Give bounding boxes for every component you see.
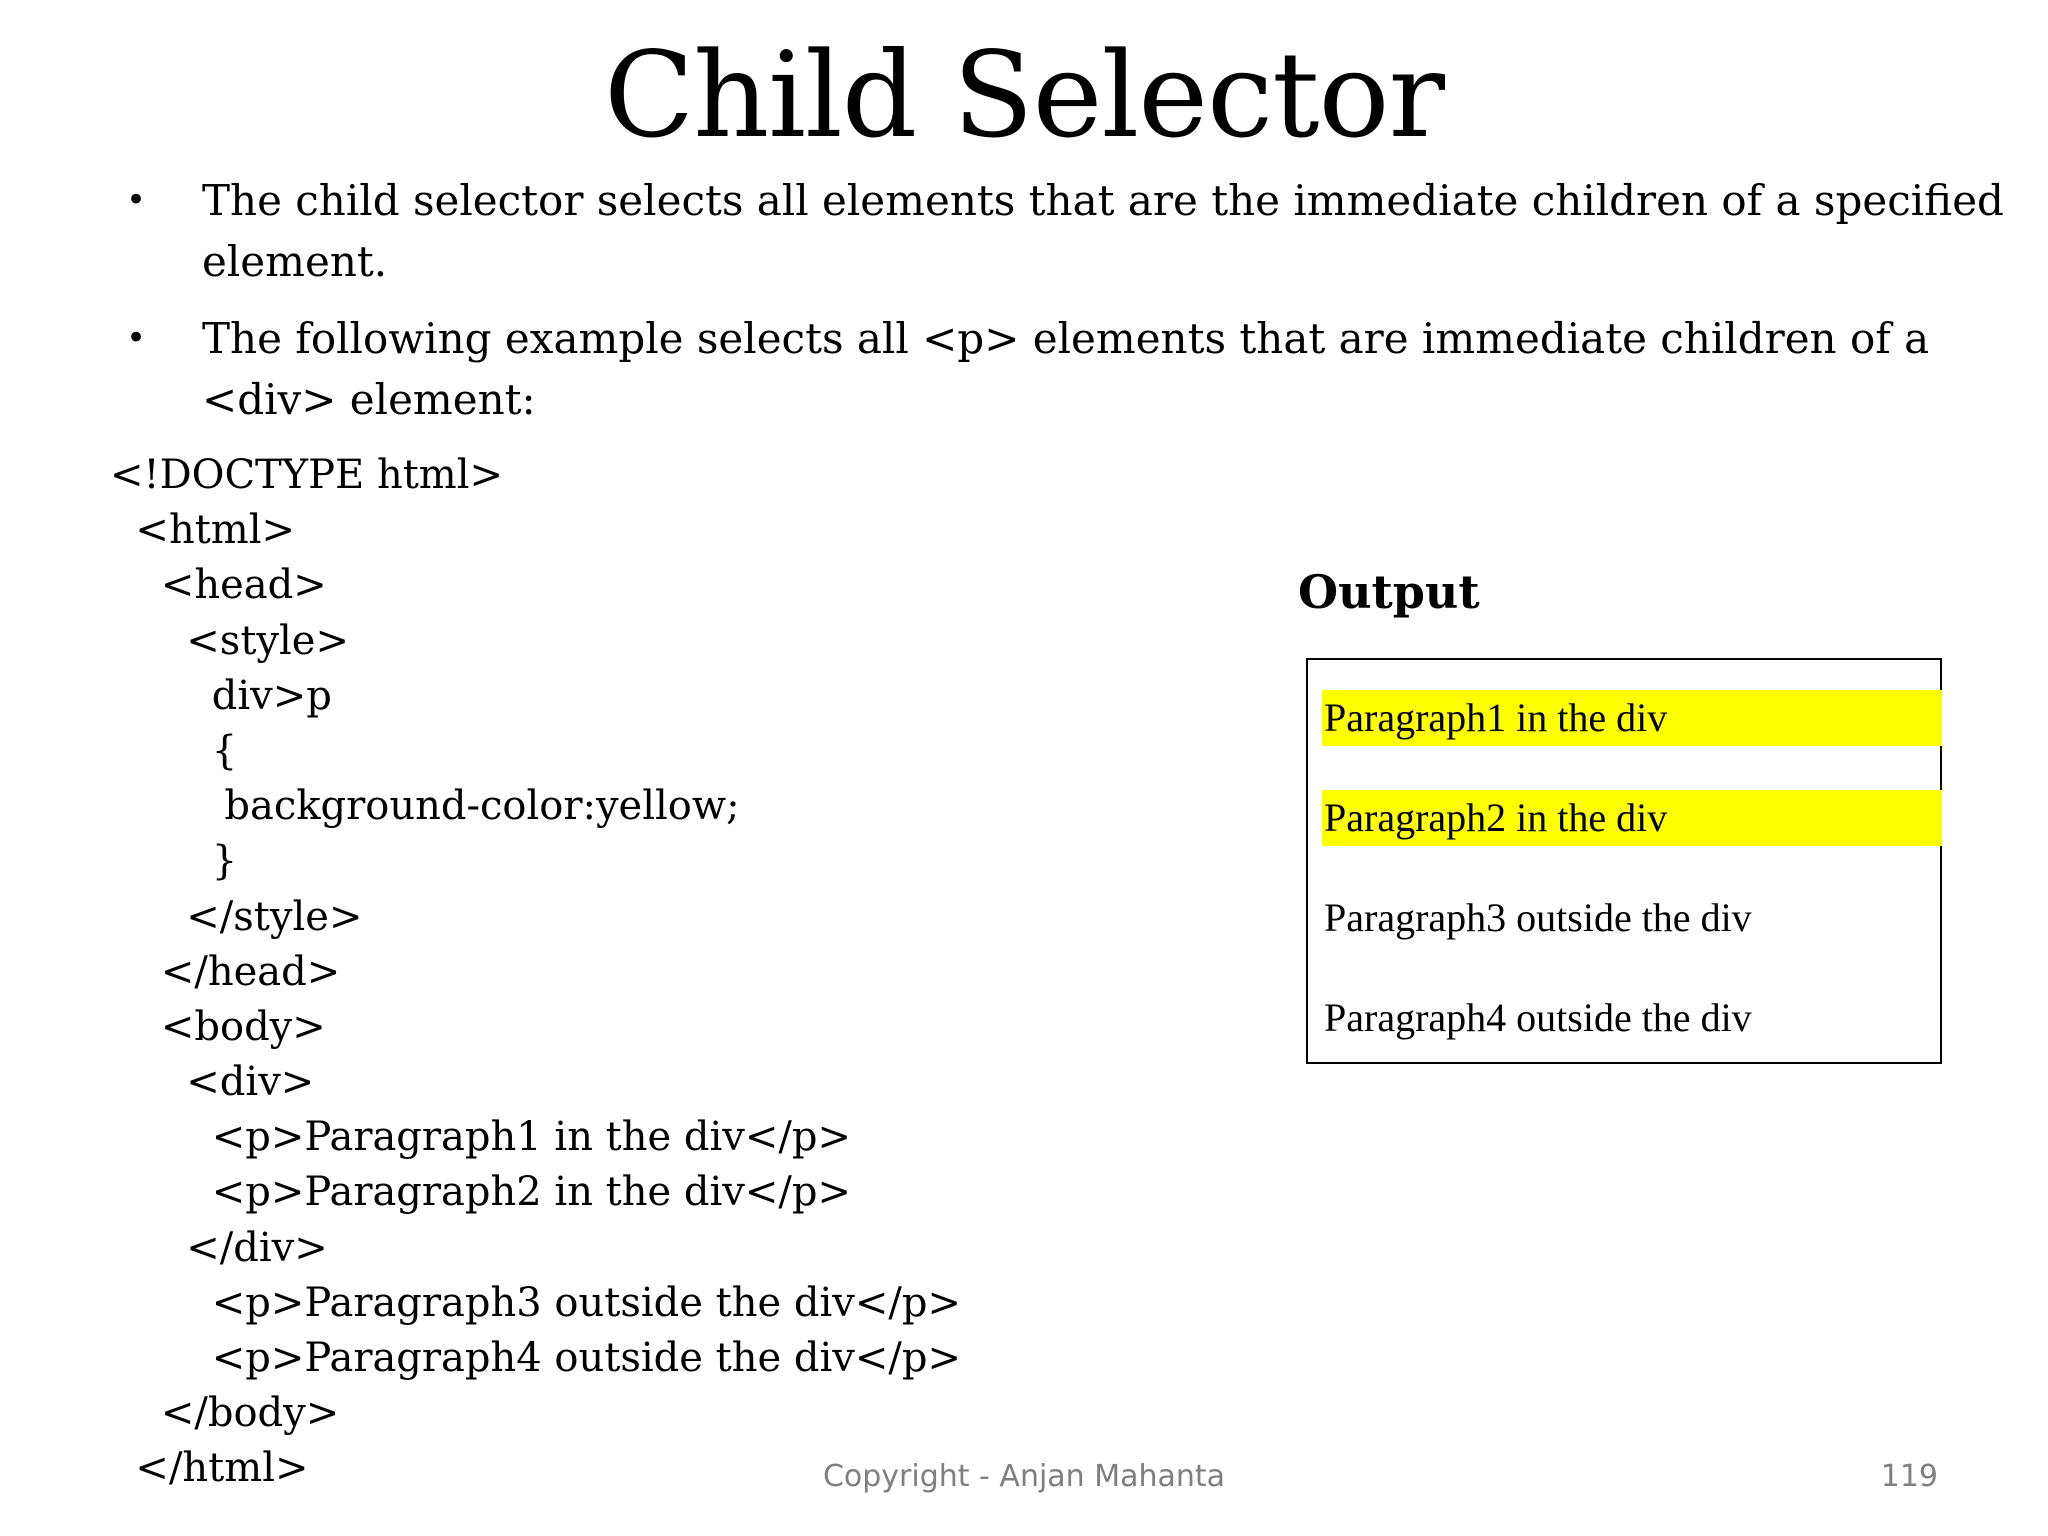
slide-title: Child Selector: [603, 26, 1444, 164]
code-line: </html>: [110, 1445, 309, 1492]
code-line: <style>: [110, 617, 349, 664]
bullet-line: <div> element:: [202, 375, 536, 424]
bullet-line: element.: [202, 237, 388, 286]
code-line: </div>: [110, 1224, 328, 1271]
code-line: </body>: [110, 1390, 340, 1437]
output-paragraph: Paragraph2 in the div: [1322, 790, 1942, 846]
bullet-line: The following example selects all <p> elements that are immediate children of a: [202, 314, 1930, 363]
code-line: <p>Paragraph4 outside the div</p>: [110, 1335, 961, 1381]
footer-copyright: Copyright - Anjan Mahanta: [822, 1459, 1226, 1494]
code-line: <html>: [110, 507, 296, 554]
output-paragraph: Paragraph4 outside the div: [1324, 995, 1752, 1040]
code-line: {: [110, 727, 238, 774]
code-line: div>p: [110, 672, 332, 719]
code-line: <p>Paragraph3 outside the div</p>: [110, 1279, 961, 1326]
bullet-dot-icon: •: [126, 180, 147, 220]
output-preview: [1306, 658, 1942, 1064]
page-number: 119: [1880, 1459, 1938, 1494]
code-line: <p>Paragraph1 in the div</p>: [110, 1114, 851, 1161]
code-line: <head>: [110, 562, 327, 609]
output-paragraph: Paragraph3 outside the div: [1324, 895, 1752, 940]
code-line: </head>: [110, 948, 341, 995]
code-line: <body>: [110, 1003, 326, 1050]
code-line: <p>Paragraph2 in the div</p>: [110, 1169, 851, 1216]
output-paragraph: Paragraph1 in the div: [1322, 690, 1942, 746]
output-heading: Output: [1298, 565, 1480, 619]
code-line: }: [110, 838, 238, 885]
bullet-line: The child selector selects all elements that are the immediate children of a specified: [202, 176, 2004, 225]
code-line: <div>: [110, 1059, 315, 1106]
bullet-dot-icon: •: [126, 318, 147, 358]
code-line: background-color:yellow;: [110, 783, 740, 830]
code-line: <!DOCTYPE html>: [110, 452, 504, 498]
code-listing: [110, 448, 961, 1497]
code-line: </style>: [110, 893, 363, 940]
